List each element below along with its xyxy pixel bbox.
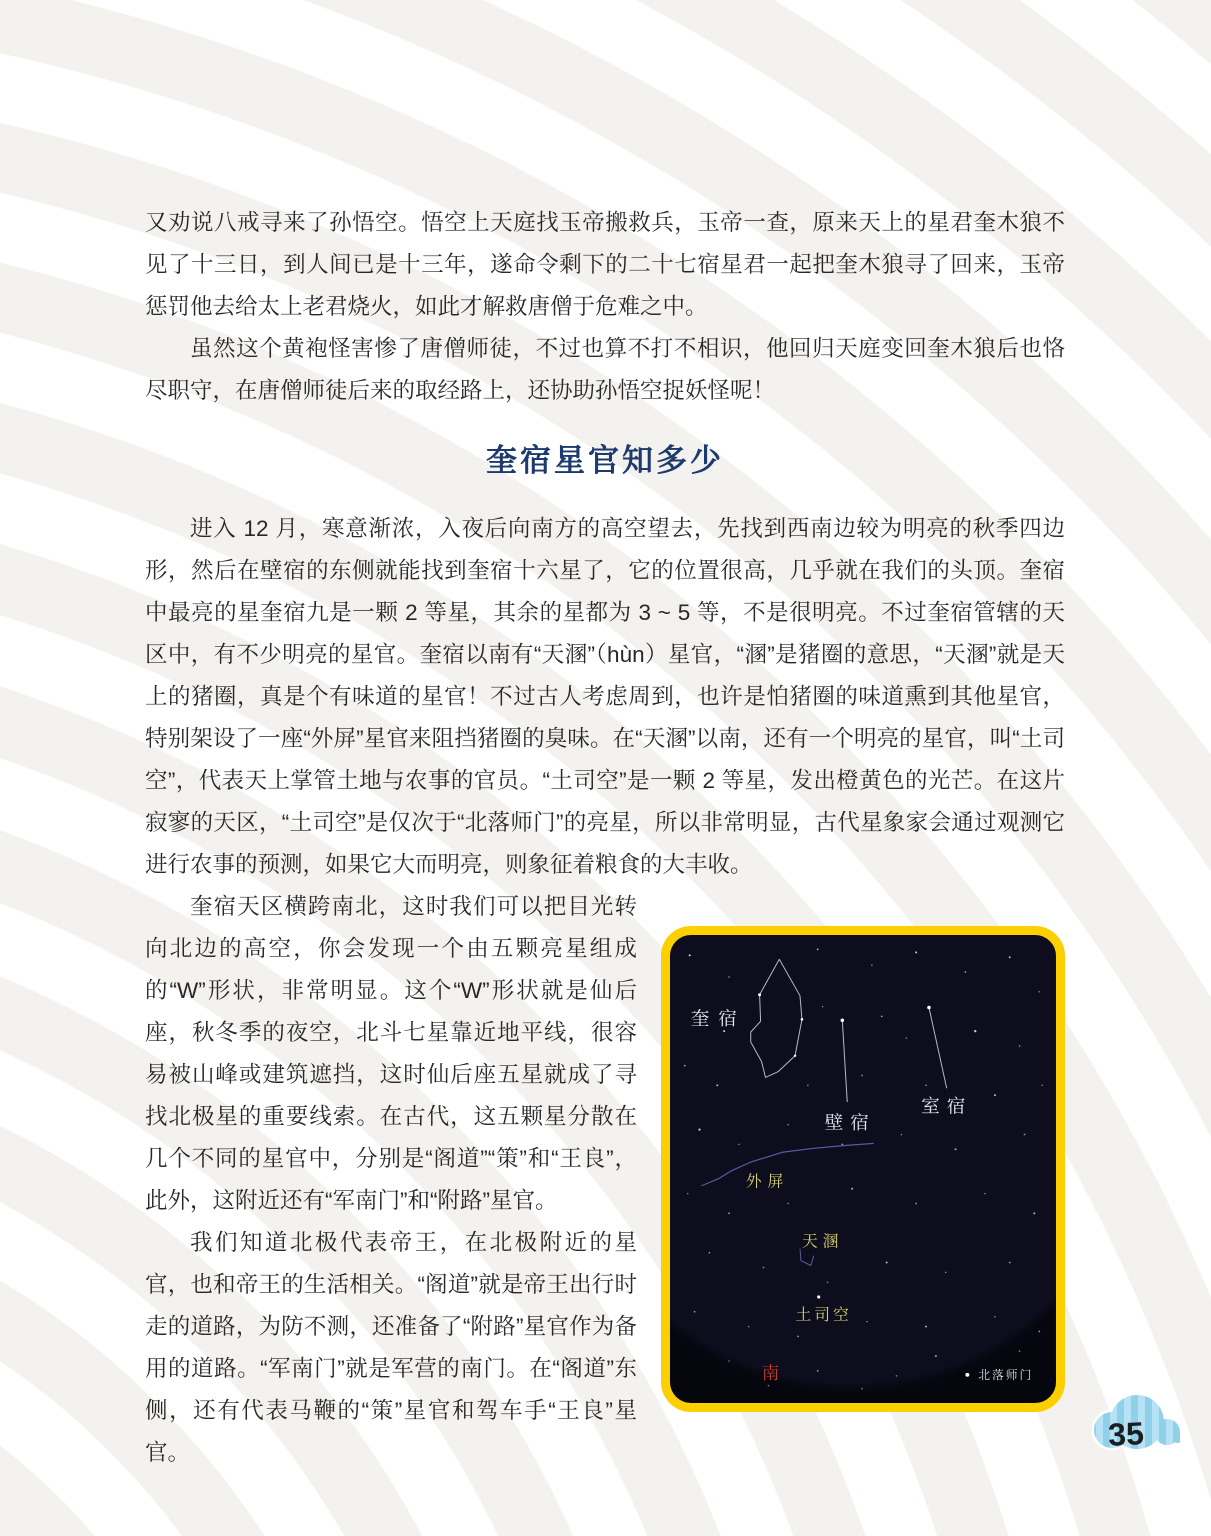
background-star (1024, 1134, 1026, 1136)
page-number: 35 (1107, 1415, 1145, 1453)
paragraph: 我们知道北极代表帝王，在北极附近的星官，也和帝王的生活相关。“阁道”就是帝王出行时走的道路，为防不测，还准备了“附路”星官作为备用的道路。“军南门”就是军营的南门。在“阁道”东侧，还有代表马鞭的“策”星官和驾车手“王良”星官。 (145, 1230, 637, 1465)
background-star (807, 1085, 809, 1087)
background-star (906, 1037, 908, 1039)
paragraph: 奎宿天区横跨南北，这时我们可以把目光转向北边的高空，你会发现一个由五颗亮星组成的“W”形状，非常明显。这个“W”形状就是仙后座，秋冬季的夜空，北斗七星靠近地平线，很容易被山峰或建筑遮挡，这时仙后座五星就成了寻找北极星的重要线索。在古代，这五颗星分散在几个不同的星官中，分别是“阁道”“策”和“王良”，此外，这附近还有“军南门”和“附路”星官。 (145, 894, 637, 1213)
bixiu-star (841, 1019, 845, 1023)
background-star (965, 971, 967, 973)
label-shixiu: 室宿 (921, 1096, 973, 1118)
constellation-line-kuixiu-loop (751, 959, 802, 1077)
background-star (1019, 1350, 1021, 1352)
background-star (896, 1375, 898, 1377)
background-star (716, 1084, 718, 1086)
background-star (684, 1065, 686, 1067)
label-tianhun: 天溷 (801, 1231, 844, 1251)
background-star (881, 1015, 883, 1017)
background-star (1041, 1085, 1043, 1087)
background-star (728, 976, 730, 978)
background-star (935, 1355, 937, 1357)
constellation-line-shixiu-line (929, 1008, 947, 1089)
background-star (748, 1326, 750, 1328)
article-body (145, 202, 1065, 1474)
star-chart-figure (661, 926, 1065, 1412)
background-star (994, 1094, 996, 1096)
background-star (723, 1030, 725, 1032)
background-star (1038, 1331, 1040, 1333)
label-bixiu: 壁宿 (824, 1113, 876, 1135)
section-heading: 奎宿星官知多少 (486, 443, 724, 478)
background-star (871, 964, 873, 966)
kuixiu-star-3 (794, 1055, 796, 1057)
label-waiping: 外屏 (745, 1171, 790, 1191)
kuixiu-star-2 (801, 1018, 804, 1021)
background-star (1009, 1262, 1011, 1264)
background-star (1038, 991, 1040, 993)
star-chart-svg (670, 935, 1056, 1403)
shixiu-star (927, 1006, 931, 1010)
background-star (984, 1193, 986, 1195)
background-star (822, 1006, 824, 1008)
label-south: 南 (761, 1363, 780, 1384)
background-star (1033, 1212, 1035, 1214)
tusikong-star (817, 1295, 820, 1298)
background-star (974, 1030, 976, 1032)
background-star (738, 1144, 740, 1146)
background-star (689, 954, 691, 956)
background-star (861, 1075, 863, 1077)
background-star (728, 1212, 730, 1214)
background-star (925, 1326, 927, 1328)
background-star (687, 1193, 689, 1195)
background-star (994, 1316, 996, 1318)
constellation-line-tianhun-shape (800, 1249, 814, 1266)
background-star (827, 1281, 829, 1283)
label-tusikong: 土司空 (795, 1305, 852, 1325)
page-number-badge (1082, 1390, 1180, 1460)
label-beiluoshimen: 北落师门 (978, 1367, 1034, 1382)
background-star (728, 1360, 730, 1362)
label-kuixiu: 奎宿 (690, 1008, 746, 1030)
background-star (709, 1252, 711, 1254)
background-star (915, 1203, 917, 1205)
paragraph: 又劝说八戒寻来了孙悟空。悟空上天庭找玉帝搬救兵，玉帝一查，原来天上的星君奎木狼不见了十三日，到人间已是十三年，遂命令剩下的二十七宿星君一起把奎木狼寻了回来，玉帝惩罚他去给太上老君烧火，如此才解救唐僧于危难之中。 (145, 210, 1065, 319)
beiluoshimen-star (965, 1373, 969, 1377)
kuixiu-star-1 (758, 993, 761, 996)
background-star (698, 1129, 700, 1131)
background-star (866, 1321, 868, 1323)
background-star (797, 1336, 799, 1338)
background-star (945, 1272, 947, 1274)
background-star (901, 1134, 903, 1136)
background-star (925, 1085, 927, 1087)
background-star (817, 949, 819, 951)
background-star (851, 1188, 853, 1190)
wrap-section (145, 886, 1065, 1474)
background-star (694, 1311, 696, 1313)
background-star (886, 1262, 888, 1264)
background-star (1009, 956, 1011, 958)
background-star (763, 1267, 765, 1269)
background-star (787, 1124, 789, 1126)
background-star (861, 1388, 863, 1390)
background-star (817, 1370, 819, 1372)
background-star (1019, 1045, 1021, 1047)
paragraph: 虽然这个黄袍怪害惨了唐僧师徒，不过也算不打不相识，他回归天庭变回奎木狼后也恪尽职守，在唐僧师徒后来的取经路上，还协助孙悟空捉妖怪呢！ (145, 336, 1065, 403)
background-star (841, 1143, 843, 1145)
background-star (915, 951, 917, 953)
background-star (787, 1203, 789, 1205)
paragraph: 进入 12 月，寒意渐浓，入夜后向南方的高空望去，先找到西南边较为明亮的秋季四边形，然后在壁宿的东侧就能找到奎宿十六星了，它的位置很高，几乎就在我们的头顶。奎宿中最亮的星奎宿九是一颗 2 等星，其余的星都为 3 ~ 5 等，不是很明亮。不过奎宿管辖的天区中，有不少明亮的星官。奎宿以南有“天溷”（hùn）星官，“溷”是猪圈的意思，“天溷”就是天上的猪圈，真是个有味道的星官！不过古人考虑周到，也许是怕猪圈的味道熏到其他星官，特别架设了一座“外屏”星官来阻挡猪圈的臭味。在“天溷”以南，还有一个明亮的星官，叫“土司空”，代表天上掌管土地与农事的官员。“土司空”是一颗 2 等星，发出橙黄色的光芒。在这片寂寥的天区，“土司空”是仅次于“北落师门”的亮星，所以非常明显，古代星象家会通过观测它进行农事的预测，如果它大而明亮，则象征着粮食的大丰收。 (145, 516, 1065, 877)
constellation-line-bixiu-line (842, 1020, 847, 1102)
background-star (768, 1385, 770, 1387)
background-star (955, 1148, 957, 1150)
